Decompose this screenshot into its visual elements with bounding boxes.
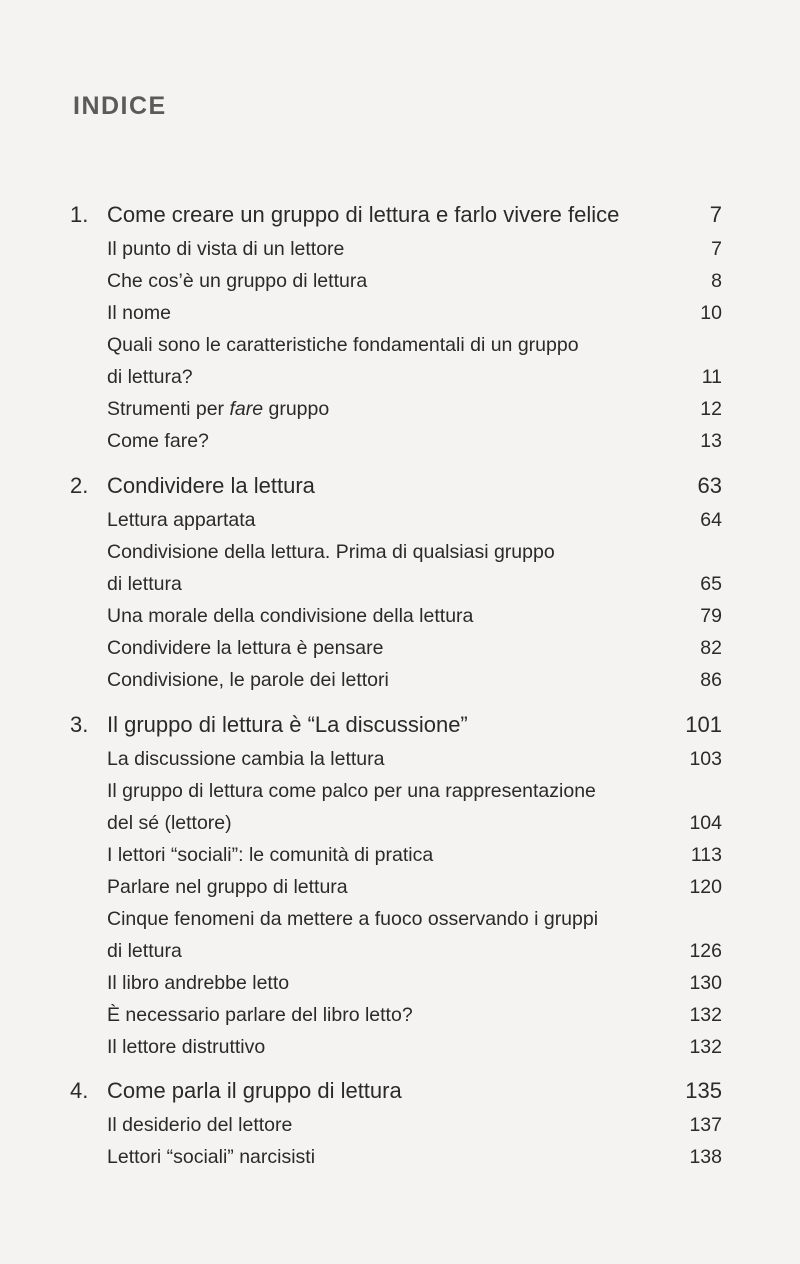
page-number: 8 — [711, 270, 722, 292]
page-number: 120 — [689, 876, 722, 898]
entry-title-emphasis: fare — [229, 398, 264, 420]
page-number: 126 — [689, 940, 722, 962]
chapter-title-row[interactable] — [70, 1075, 722, 1107]
entry-title: Il nome — [107, 302, 171, 324]
toc-entry[interactable] — [70, 1109, 722, 1141]
page-number: 7 — [709, 202, 722, 227]
entry-title-line: del sé (lettore) — [107, 812, 232, 834]
entry-title: Il lettore distruttivo — [107, 1036, 266, 1058]
page-number: 135 — [685, 1078, 722, 1103]
page-number: 138 — [689, 1146, 722, 1168]
chapter-2 — [70, 470, 722, 696]
page-number: 130 — [689, 972, 722, 994]
entry-title: Condivisione, le parole dei lettori — [107, 669, 389, 691]
entry-title-line: di lettura? — [107, 366, 193, 388]
entry-title-part: gruppo — [263, 398, 330, 420]
toc-entry[interactable] — [70, 265, 722, 297]
page-number: 103 — [689, 748, 722, 770]
toc-entry[interactable] — [70, 297, 722, 329]
page-title: INDICE — [73, 92, 167, 120]
page-number: 101 — [685, 712, 722, 737]
toc-entry[interactable] — [70, 743, 722, 775]
entry-title: Condividere la lettura è pensare — [107, 637, 384, 659]
page-number: 104 — [689, 812, 722, 834]
toc-entry[interactable] — [70, 425, 722, 457]
chapter-number: 2. — [70, 473, 89, 498]
chapter-title-row[interactable] — [70, 709, 722, 741]
page-number: 86 — [700, 669, 722, 691]
toc-entry[interactable] — [70, 967, 722, 999]
entry-title: Lettura appartata — [107, 509, 256, 531]
toc-entry[interactable] — [70, 839, 722, 871]
toc-entry[interactable] — [70, 536, 722, 600]
chapter-title: Condividere la lettura — [107, 473, 315, 498]
chapter-4 — [70, 1075, 722, 1173]
page-number: 82 — [700, 637, 722, 659]
entry-title-line: di lettura — [107, 573, 182, 595]
page-number: 137 — [689, 1114, 722, 1136]
entry-title — [107, 393, 672, 425]
entry-title: La discussione cambia la lettura — [107, 748, 385, 770]
entry-title: Il desiderio del lettore — [107, 1114, 293, 1136]
chapter-title: Come parla il gruppo di lettura — [107, 1078, 402, 1103]
toc-entry[interactable] — [70, 1031, 722, 1063]
entry-title-line: Il gruppo di lettura come palco per una rappresentazione — [107, 780, 596, 802]
entry-title: Il libro andrebbe letto — [107, 972, 290, 994]
page-number: 10 — [700, 302, 722, 324]
chapter-title-row[interactable] — [70, 470, 722, 502]
chapter-3 — [70, 709, 722, 1063]
toc-entry[interactable] — [70, 600, 722, 632]
toc-entry[interactable] — [70, 504, 722, 536]
page-number: 113 — [690, 844, 722, 866]
chapter-title-row[interactable] — [70, 199, 722, 231]
entry-title: I lettori “sociali”: le comunità di pratica — [107, 844, 434, 866]
entry-title: Il punto di vista di un lettore — [107, 238, 345, 260]
page-number: 65 — [700, 573, 722, 595]
toc-entry[interactable] — [70, 871, 722, 903]
toc-entry[interactable] — [70, 393, 722, 425]
toc-entry[interactable] — [70, 233, 722, 265]
chapter-title: Come creare un gruppo di lettura e farlo vivere felice — [107, 202, 620, 227]
toc-entry[interactable] — [70, 999, 722, 1031]
entry-title: Una morale della condivisione della lettura — [107, 605, 474, 627]
entry-title: Che cos’è un gruppo di lettura — [107, 270, 368, 292]
toc-entry[interactable] — [70, 1141, 722, 1173]
page-number: 11 — [701, 366, 722, 388]
page-number: 13 — [700, 430, 722, 452]
toc-entry[interactable] — [70, 329, 722, 393]
entry-title — [107, 536, 672, 600]
toc-entry[interactable] — [70, 664, 722, 696]
entry-title — [107, 329, 672, 393]
page-number: 12 — [700, 398, 722, 420]
chapter-title: Il gruppo di lettura è “La discussione” — [107, 712, 468, 737]
entry-title-line: di lettura — [107, 940, 182, 962]
chapter-1 — [70, 199, 722, 457]
entry-title: È necessario parlare del libro letto? — [107, 1004, 413, 1026]
page-number: 7 — [711, 238, 722, 260]
toc-entry[interactable] — [70, 903, 722, 967]
entry-title — [107, 903, 672, 967]
toc-entry[interactable] — [70, 775, 722, 839]
page-number: 132 — [689, 1036, 722, 1058]
chapter-number: 4. — [70, 1078, 89, 1103]
toc-entry[interactable] — [70, 632, 722, 664]
chapter-number: 3. — [70, 712, 89, 737]
entry-title: Lettori “sociali” narcisisti — [107, 1146, 316, 1168]
entry-title: Come fare? — [107, 430, 209, 452]
page-number: 132 — [689, 1004, 722, 1026]
entry-title — [107, 775, 672, 839]
entry-title: Parlare nel gruppo di lettura — [107, 876, 348, 898]
entry-title-line: Condivisione della lettura. Prima di qualsiasi gruppo — [107, 541, 555, 563]
entry-title-line: Quali sono le caratteristiche fondamentali di un gruppo — [107, 334, 579, 356]
page-number: 63 — [697, 473, 722, 498]
entry-title-line: Cinque fenomeni da mettere a fuoco osservando i gruppi — [107, 908, 599, 930]
chapter-number: 1. — [70, 202, 89, 227]
page-number: 79 — [700, 605, 722, 627]
entry-title-part: Strumenti per — [107, 398, 230, 420]
page-number: 64 — [700, 509, 722, 531]
